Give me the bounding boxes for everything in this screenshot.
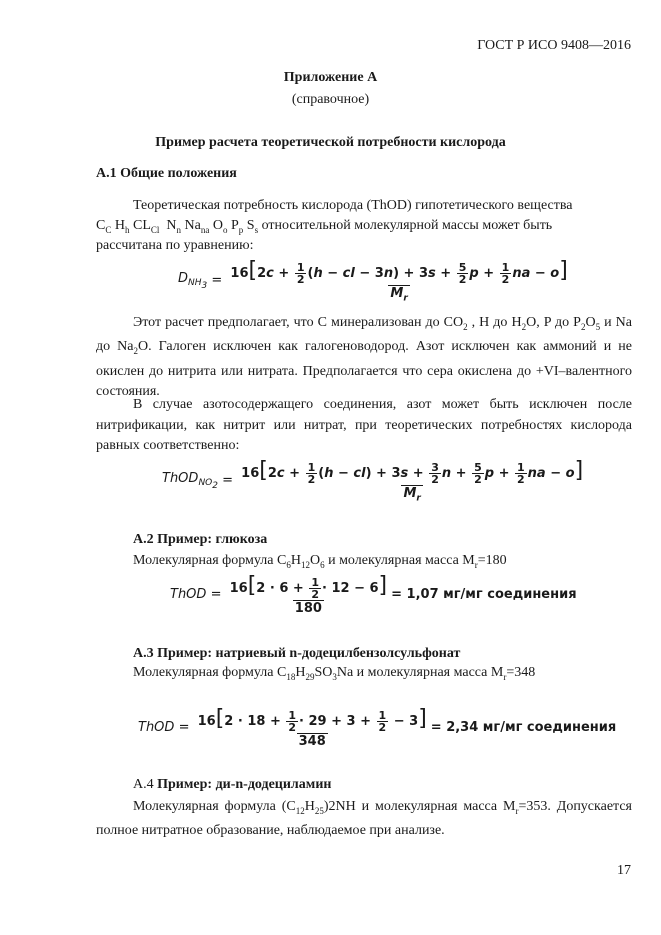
a1-para3: В случае азотосодержащего соединения, азот может быть исключен после нитрификации, как нитрит или нитрат, при теоретических потребностях кислорода равных соответственно: [96,397,632,453]
a2-heading: А.2 Пример: глюкоза [133,532,268,547]
glucose-result: = 1,07 мг/мг соединения [391,587,577,602]
a1-para2: Этот расчет предполагает, что C минерализован до $CO_2$ , H до $H_2O$, P до $P_2O_5$ и Na до $Na_2O$. Галоген исключен как галогеноводород. Азот исключен как аммоний и не окислен до нитрита или нитрата. Предполагается что сера окислена до +VI–валентного состояния. [96,315,632,400]
formula-glucose: ThOD = 16[2 · 6 + $\frac{1}{2}$ · 12 − 6] 180 = 1,07 мг/мг соединения [170,573,577,616]
section-title: Пример расчета теоретической потребности кислорода [155,135,506,150]
formula-sulfonate: ThOD = 16[2 · 18 + $\frac{1}{2}$ · 29 + 3 + $\frac{1}{2}$ − 3] 348 = 2,34 мг/мг соединения [138,706,617,749]
a3-heading: А.3 Пример: натриевый n-додецилбензолсульфонат [133,646,461,661]
page-number: 17 [617,863,631,878]
formula-thod-no2: ThOD$_{NO_2}$ = 16[2c + $\frac{1}{2}$ (h − cl) + 3s + $\frac{3}{2}$ n + $\frac{5}{2}$ p + $\frac{1}{2}$ na − o] $M_r$ [162,458,584,504]
document-header: ГОСТ Р ИСО 9408—2016 [477,38,631,53]
a1-para1-line1: Теоретическая потребность кислорода (ThOD) гипотетического вещества [133,198,573,213]
appendix-title: Приложение А [283,70,378,85]
a4-heading: А.4 Пример: ди-n-додециламин [133,777,332,792]
a2-text: Молекулярная формула $C_6H_{12}O_6$ и молекулярная масса $M_r=180$ [133,553,507,570]
a1-heading: А.1 Общие положения [96,166,237,181]
appendix-subtitle: (справочное) [291,92,370,107]
a3-text: Молекулярная формула $C_{18}H_{29}SO_3Na$ и молекулярная масса $M_r=348$ [133,665,536,682]
formula-thod-nh3: $D_{NH_3}$ = 16[2c + $\frac{1}{2}$ (h − cl − 3n) + 3s + $\frac{5}{2}$ p + $\frac{1}{2}$ na − o] $M_r$ [178,258,568,304]
sulfonate-result: = 2,34 мг/мг соединения [430,720,617,735]
a1-para1-line3: рассчитана по уравнению: [96,238,254,253]
a1-para1-line2: $C_C$ $H_h$ $CL_{Cl}$ $N_n$ $Na_{na}$ $O_o$ $P_p$ $S_s$ относительной молекулярной массы может быть [96,218,553,235]
a4-text: Молекулярная формула $(C_{12}H_{25})2NH$ и молекулярная масса $M_r=353$. Допускается полное нитратное образование, наблюдаемое при анализе. [96,799,632,839]
